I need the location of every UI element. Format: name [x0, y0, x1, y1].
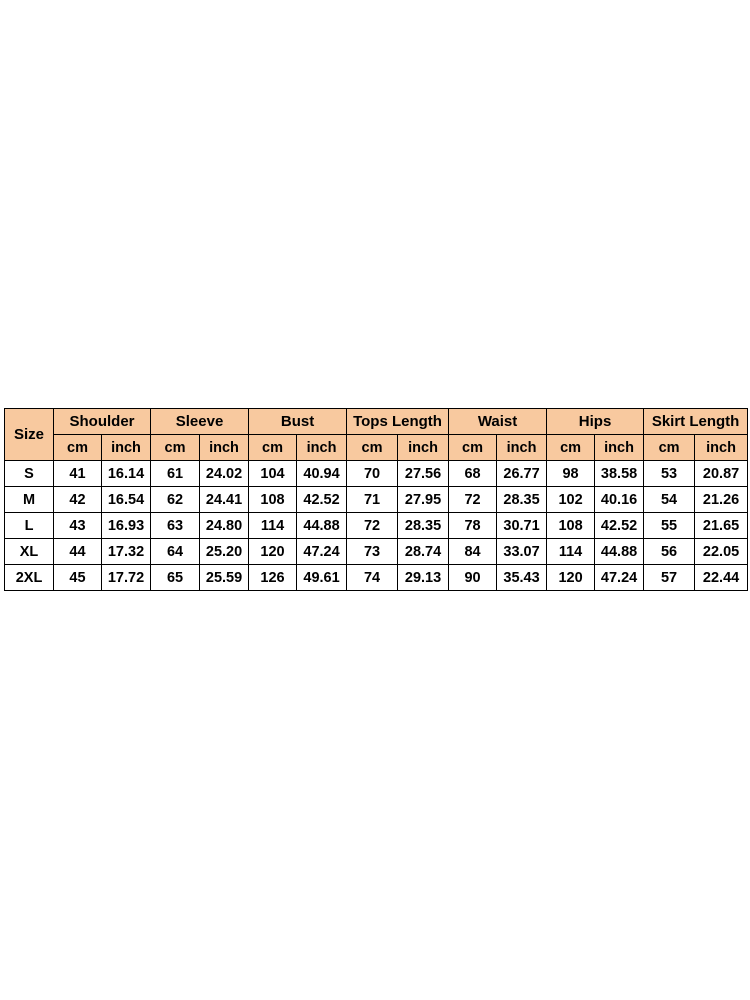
table-cell: 16.14 — [102, 461, 151, 487]
table-cell: 108 — [249, 487, 297, 513]
table-cell: 72 — [347, 513, 398, 539]
table-cell: 114 — [547, 539, 595, 565]
table-cell: 22.44 — [695, 565, 748, 591]
table-cell: 44.88 — [297, 513, 347, 539]
table-cell: 42.52 — [297, 487, 347, 513]
unit-header: cm — [249, 435, 297, 461]
table-cell: 57 — [644, 565, 695, 591]
unit-header: inch — [595, 435, 644, 461]
table-cell: 70 — [347, 461, 398, 487]
table-cell: 108 — [547, 513, 595, 539]
table-cell: 20.87 — [695, 461, 748, 487]
table-cell: 21.65 — [695, 513, 748, 539]
table-cell: 47.24 — [595, 565, 644, 591]
size-chart-table — [4, 408, 748, 591]
table-row — [5, 461, 748, 487]
table-row — [5, 565, 748, 591]
table-cell: 42.52 — [595, 513, 644, 539]
table-cell: 73 — [347, 539, 398, 565]
table-cell: 90 — [449, 565, 497, 591]
unit-header: inch — [102, 435, 151, 461]
table-cell: 42 — [54, 487, 102, 513]
table-cell: 114 — [249, 513, 297, 539]
table-cell: 120 — [547, 565, 595, 591]
table-cell: 78 — [449, 513, 497, 539]
table-cell: 61 — [151, 461, 200, 487]
unit-header: cm — [644, 435, 695, 461]
table-cell: 54 — [644, 487, 695, 513]
table-cell: 21.26 — [695, 487, 748, 513]
table-cell: 29.13 — [398, 565, 449, 591]
size-label: S — [5, 461, 54, 487]
unit-header: inch — [297, 435, 347, 461]
table-cell: 53 — [644, 461, 695, 487]
table-cell: 49.61 — [297, 565, 347, 591]
table-cell: 24.80 — [200, 513, 249, 539]
table-cell: 71 — [347, 487, 398, 513]
table-cell: 64 — [151, 539, 200, 565]
table-cell: 27.95 — [398, 487, 449, 513]
table-cell: 26.77 — [497, 461, 547, 487]
table-cell: 28.35 — [497, 487, 547, 513]
table-cell: 47.24 — [297, 539, 347, 565]
table-cell: 16.93 — [102, 513, 151, 539]
table-cell: 120 — [249, 539, 297, 565]
table-cell: 40.16 — [595, 487, 644, 513]
unit-header: inch — [398, 435, 449, 461]
table-cell: 56 — [644, 539, 695, 565]
table-cell: 38.58 — [595, 461, 644, 487]
header-group-row — [5, 409, 748, 435]
table-cell: 44 — [54, 539, 102, 565]
table-cell: 63 — [151, 513, 200, 539]
table-cell: 24.02 — [200, 461, 249, 487]
skirt-length-header: Skirt Length — [644, 409, 748, 435]
table-cell: 24.41 — [200, 487, 249, 513]
hips-header: Hips — [547, 409, 644, 435]
size-label: XL — [5, 539, 54, 565]
waist-header: Waist — [449, 409, 547, 435]
table-cell: 35.43 — [497, 565, 547, 591]
tops-length-header: Tops Length — [347, 409, 449, 435]
table-row — [5, 513, 748, 539]
table-cell: 84 — [449, 539, 497, 565]
table-cell: 40.94 — [297, 461, 347, 487]
table-cell: 62 — [151, 487, 200, 513]
table-cell: 44.88 — [595, 539, 644, 565]
unit-header: cm — [547, 435, 595, 461]
table-cell: 17.72 — [102, 565, 151, 591]
unit-header: cm — [347, 435, 398, 461]
size-chart-header — [5, 409, 748, 461]
table-cell: 22.05 — [695, 539, 748, 565]
table-cell: 16.54 — [102, 487, 151, 513]
table-cell: 33.07 — [497, 539, 547, 565]
table-row — [5, 539, 748, 565]
table-row — [5, 487, 748, 513]
size-label: L — [5, 513, 54, 539]
table-cell: 104 — [249, 461, 297, 487]
table-cell: 65 — [151, 565, 200, 591]
unit-header: inch — [200, 435, 249, 461]
header-unit-row — [5, 435, 748, 461]
table-cell: 102 — [547, 487, 595, 513]
size-label: M — [5, 487, 54, 513]
table-cell: 28.35 — [398, 513, 449, 539]
table-cell: 25.59 — [200, 565, 249, 591]
table-cell: 30.71 — [497, 513, 547, 539]
table-cell: 68 — [449, 461, 497, 487]
size-chart-body — [5, 461, 748, 591]
table-cell: 45 — [54, 565, 102, 591]
table-cell: 72 — [449, 487, 497, 513]
shoulder-header: Shoulder — [54, 409, 151, 435]
unit-header: cm — [151, 435, 200, 461]
table-cell: 98 — [547, 461, 595, 487]
unit-header: cm — [54, 435, 102, 461]
table-cell: 17.32 — [102, 539, 151, 565]
table-cell: 41 — [54, 461, 102, 487]
table-cell: 25.20 — [200, 539, 249, 565]
unit-header: inch — [497, 435, 547, 461]
table-cell: 28.74 — [398, 539, 449, 565]
table-cell: 55 — [644, 513, 695, 539]
table-cell: 74 — [347, 565, 398, 591]
size-label: 2XL — [5, 565, 54, 591]
table-cell: 43 — [54, 513, 102, 539]
unit-header: cm — [449, 435, 497, 461]
table-cell: 27.56 — [398, 461, 449, 487]
unit-header: inch — [695, 435, 748, 461]
bust-header: Bust — [249, 409, 347, 435]
size-column-header: Size — [5, 409, 54, 461]
sleeve-header: Sleeve — [151, 409, 249, 435]
table-cell: 126 — [249, 565, 297, 591]
